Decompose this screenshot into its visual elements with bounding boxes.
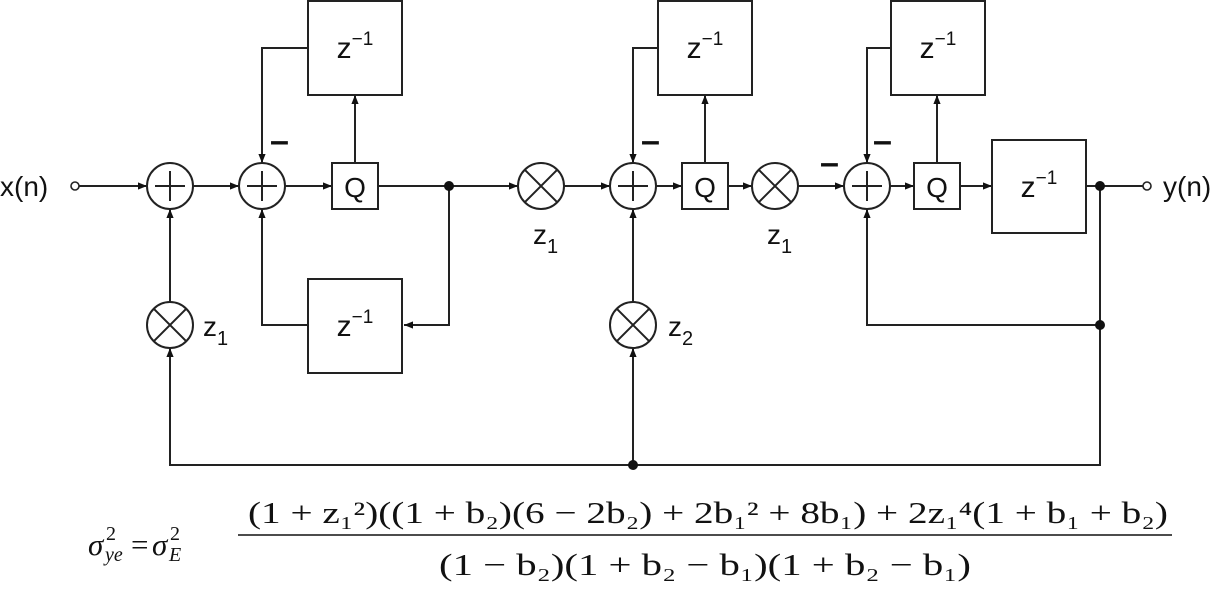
multiplier-z1-stage1: [518, 163, 564, 209]
svg-text:σ: σ: [152, 527, 168, 562]
signal-wires: [79, 48, 1143, 465]
svg-text:z−1: $z^{-1}$: [336, 307, 374, 343]
adder-1: [147, 163, 193, 209]
input-terminal: [71, 182, 79, 190]
svg-text:z−1: $z^{-1}$: [686, 29, 724, 65]
multiplier-z2-feedback: [610, 302, 656, 348]
svg-text:Q: Q: [694, 172, 716, 203]
svg-text:Q: Q: [926, 172, 948, 203]
minus-sign-4: –: [820, 144, 839, 182]
svg-text:2: 2: [106, 523, 116, 545]
minus-sign-2: –: [641, 122, 660, 160]
input-label: x(n): [0, 171, 49, 202]
delay-block-output: [992, 140, 1086, 233]
svg-text:=: =: [131, 527, 149, 562]
output-label: y(n): [1163, 171, 1212, 202]
svg-text:ye: ye: [105, 544, 123, 566]
minus-sign-3: –: [873, 122, 892, 160]
delay-block-3-top: [891, 1, 985, 95]
svg-text:σ: σ: [88, 527, 104, 562]
delay-block-2-top: [658, 1, 752, 95]
multiplier-z1-stage2: [752, 163, 798, 209]
adder-2: [239, 163, 285, 209]
adder-3: [610, 163, 656, 209]
coefficient-label-z1-feedback: $z_1$: [203, 311, 229, 350]
minus-sign-1: –: [270, 122, 289, 160]
svg-text:z−1: $z^{-1}$: [336, 29, 374, 65]
delay-block-1-bottom: [308, 279, 402, 373]
quantizer-2: [682, 163, 728, 209]
quantizer-1: [332, 163, 378, 209]
adder-4: [844, 163, 890, 209]
coefficient-label-z1-stage1: $z_1$: [533, 219, 559, 258]
svg-text:z−1: $z^{-1}$: [919, 29, 957, 65]
formula-denominator: (1 − b₂)(1 + b₂ − b₁)(1 + b₂ − b₁): [439, 547, 971, 582]
delay-block-1-top: [308, 1, 402, 95]
multiplier-z1-feedback: [147, 302, 193, 348]
output-terminal: [1143, 182, 1151, 190]
svg-text:z−1: $z^{-1}$: [1020, 168, 1058, 204]
formula-numerator: (1 + z₁²)((1 + b₂)(6 − 2b₂) + 2b₁² + 8b₁) + 2z₁⁴(1 + b₁ + b₂): [248, 495, 1168, 530]
svg-text:2: 2: [170, 523, 180, 545]
svg-text:Q: Q: [344, 172, 366, 203]
coefficient-label-z2: $z_2$: [668, 311, 694, 350]
quantizer-3: [914, 163, 960, 209]
coefficient-label-z1-stage2: $z_1$: [767, 219, 793, 258]
svg-text:E: E: [169, 544, 182, 566]
